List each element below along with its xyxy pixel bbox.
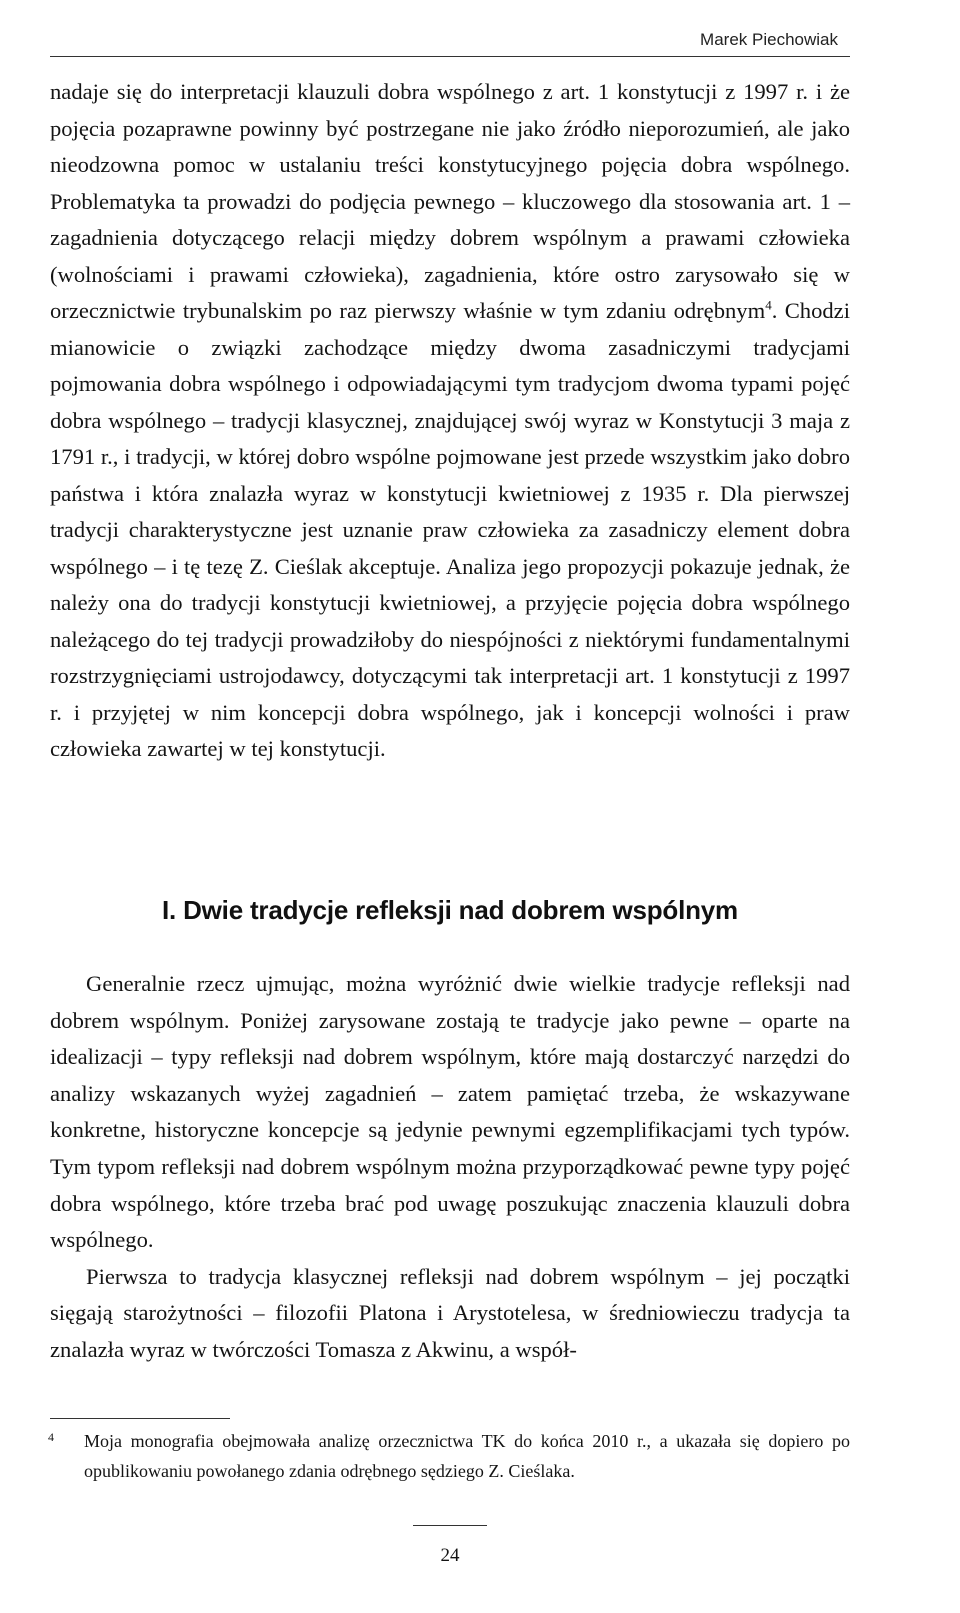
paragraph-1 <box>50 74 850 768</box>
section-heading: I. Dwie tradycje refleksji nad dobrem wspólnym <box>162 895 738 925</box>
running-header: Marek Piechowiak <box>700 30 838 49</box>
footnote-rule <box>50 1418 230 1419</box>
body-text-top <box>50 74 850 768</box>
footnote <box>50 1426 850 1486</box>
header-rule <box>50 56 850 57</box>
paragraph-1-part-b: . Chodzi mianowicie o związki zachodzące między dwoma zasadniczymi tradycjami pojmowania dobra wspólnego i odpowiadającymi tym tradycjom dwoma typami pojęć dobra wspólnego – tradycji klasycznej, znajdującej swój wyraz w Konstytucji 3 maja z 1791 r., i tradycji, w której dobro wspólne pojmowane jest przede wszystkim jako dobro państwa i która znalazła wyraz w konstytucji kwietniowej z 1935 r. Dla pierwszej tradycji charakterystyczne jest uznanie praw człowieka za zasadniczy element dobra wspólnego – i tę tezę Z. Cieślak akceptuje. Analiza jego propozycji pokazuje jednak, że należy ona do tradycji konstytucji kwietniowej, a przyjęcie pojęcia dobra wspólnego należącego do tej tradycji prowadziłoby do niespójności z niektórymi fundamentalnymi rozstrzygnięciami ustrojodawcy, dotyczącymi tak interpretacji art. 1 konstytucji z 1997 r. i przyjętej w nim koncepcji dobra wspólnego, jak i koncepcji wolności i praw człowieka zawartej w tej konstytucji. <box>50 298 850 761</box>
paragraph-3: Pierwsza to tradycja klasycznej refleksji nad dobrem wspólnym – jej początki sięgają starożytności – filozofii Platona i Arystotelesa, w średniowieczu tradycja ta znalazła wyraz w twórczości Tomasza z Akwinu, a współ- <box>50 1263 850 1362</box>
footnote-text: Moja monografia obejmowała analizę orzecznictwa TK do końca 2010 r., a ukazała się dopiero po opublikowaniu powołanego zdania odrębnego sędziego Z. Cieślaka. <box>84 1431 850 1481</box>
footnote-reference[interactable]: 4 <box>765 297 772 313</box>
book-page <box>50 0 850 1613</box>
body-text-section <box>50 966 850 1369</box>
paragraph-1-part-a: nadaje się do interpretacji klauzuli dobra wspólnego z art. 1 konstytucji z 1997 r. i że pojęcia pozaprawne powinny być postrzegane nie jako źródło nieporozumień, ale jako nieodzowna pomoc w ustalaniu treści konstytucyjnego pojęcia dobra wspólnego. Problematyka ta prowadzi do podjęcia pewnego – kluczowego dla stosowania art. 1 – zagadnienia dotyczącego relacji między dobrem wspólnym a prawami człowieka (wolnościami i prawami człowieka), zagadnienia, które ostro zarysowało się w orzecznictwie trybunalskim po raz pierwszy właśnie w tym zdaniu odrębnym <box>50 79 850 323</box>
page-number: 24 <box>440 1545 460 1566</box>
paragraph-2: Generalnie rzecz ujmując, można wyróżnić dwie wielkie tradycje refleksji nad dobrem wspólnym. Poniżej zarysowane zostają te tradycje jako pewne – oparte na idealizacji – typy refleksji nad dobrem wspólnym, które mają dostarczyć narzędzi do analizy wskazanych wyżej zagadnień – zatem pamiętać trzeba, że wskazywane konkretne, historyczne koncepcje są jedynie pewnymi egzemplifikacjami tych typów. Tym typom refleksji nad dobrem wspólnym można przyporządkować pewne typy pojęć dobra wspólnego, które trzeba brać pod uwagę poszukując znaczenia klauzuli dobra wspólnego. <box>50 971 850 1253</box>
page-number-rule <box>413 1525 487 1526</box>
footnote-marker: 4 <box>48 1430 54 1444</box>
